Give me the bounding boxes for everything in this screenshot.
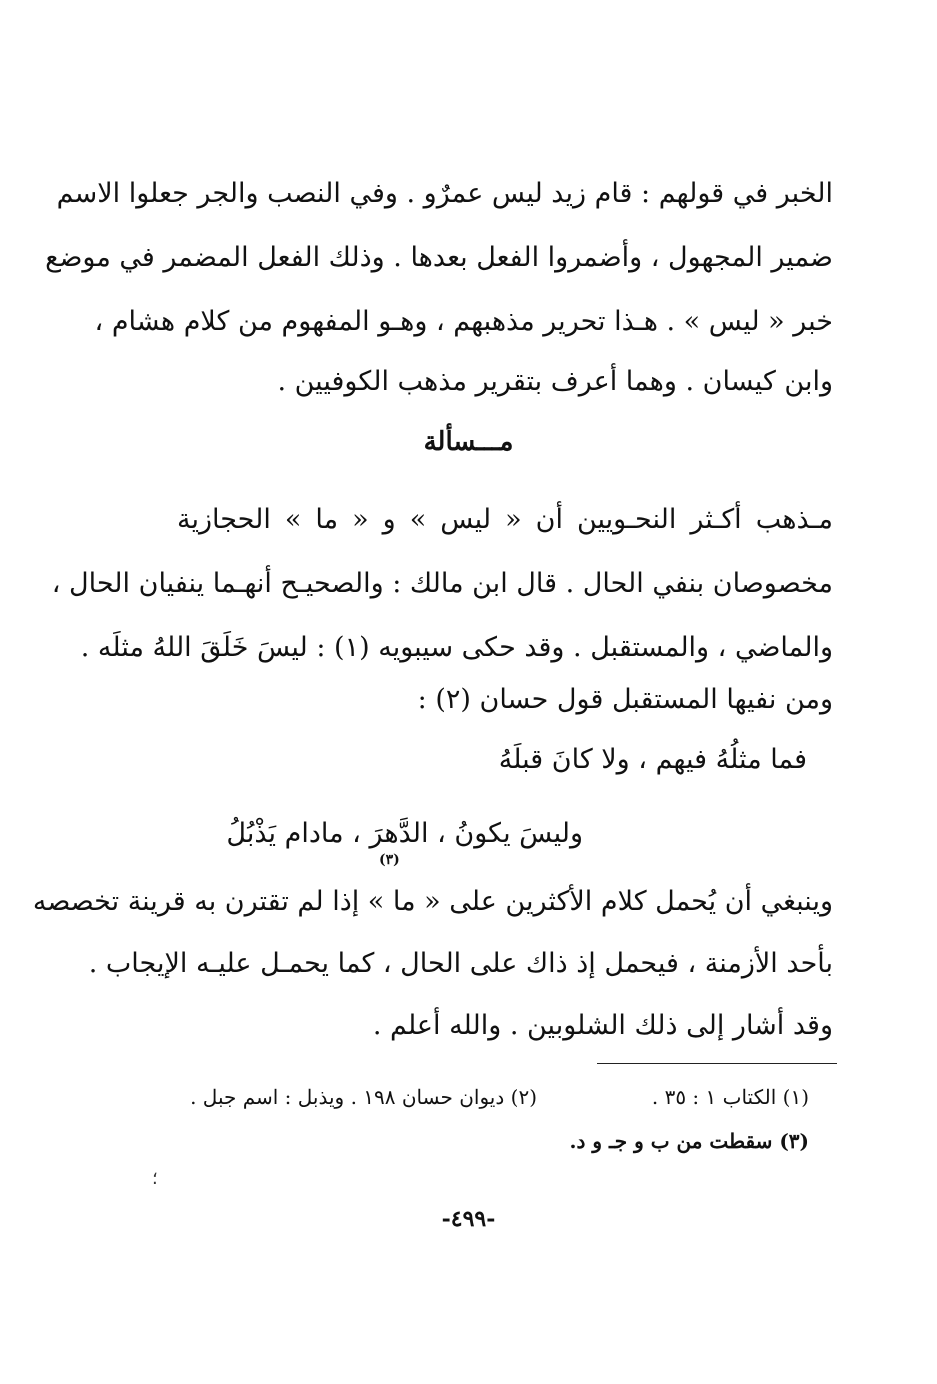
footnote-1: (١) الكتاب ١ : ٣٥ .: [651, 1085, 809, 1109]
text-line: خبر « ليس » . هـذا تحرير مذهبهم ، وهـو المفهوم من كلام هشام ،: [94, 306, 833, 337]
text-line: بأحد الأزمنة ، فيحمل إذ ذاك على الحال ، كما يحمـل عليـه الإيجاب .: [88, 948, 833, 979]
verse-line: فما مثلُهُ فيهم ، ولا كانَ قبلَهُ: [498, 744, 807, 775]
text-line: ضمير المجهول ، وأضمروا الفعل بعدها . وذلك الفعل المضمر في موضع: [45, 242, 833, 273]
text-line: وقد أشار إلى ذلك الشلوبين . والله أعلم .: [372, 1010, 833, 1041]
text-line: ومن نفيها المستقبل قول حسان (٢) :: [417, 684, 833, 715]
text-line: الخبر في قولهم : قام زيد ليس عمرٌو . وفي النصب والجر جعلوا الاسم: [56, 178, 833, 209]
footnote-3: (٣) سقطت من ب و جـ و د.: [569, 1129, 809, 1153]
text-line: وابن كيسان . وهما أعرف بتقرير مذهب الكوفيين .: [277, 366, 833, 397]
section-heading: مـــسألة: [423, 427, 514, 457]
text-line: وينبغي أن يُحمل كلام الأكثرين على « ما » إذا لم تقترن به قرينة تخصصه: [32, 886, 833, 917]
footnote-marker: (٣): [379, 852, 400, 868]
text-line: مـذهب أكـثر النحـويين أن « ليس » و « ما » الحجازية: [177, 504, 833, 535]
margin-mark: ؛: [152, 1168, 158, 1189]
verse-line: وليسَ يكونُ ، الدَّهرَ ، مادام يَذْبُلُ: [226, 818, 583, 849]
text-line: مخصوصان بنفي الحال . قال ابن مالك : والصحيـح أنهـما ينفيان الحال ،: [51, 568, 833, 599]
page-number: -٤٩٩-: [441, 1206, 496, 1232]
footnote-rule: [597, 1063, 837, 1064]
footnote-2: (٢) ديوان حسان ١٩٨ . ويذبل : اسم جبل .: [190, 1085, 537, 1109]
text-line: والماضي ، والمستقبل . وقد حكى سيبويه (١) : ليسَ خَلَقَ اللهُ مثلَه .: [80, 632, 833, 663]
